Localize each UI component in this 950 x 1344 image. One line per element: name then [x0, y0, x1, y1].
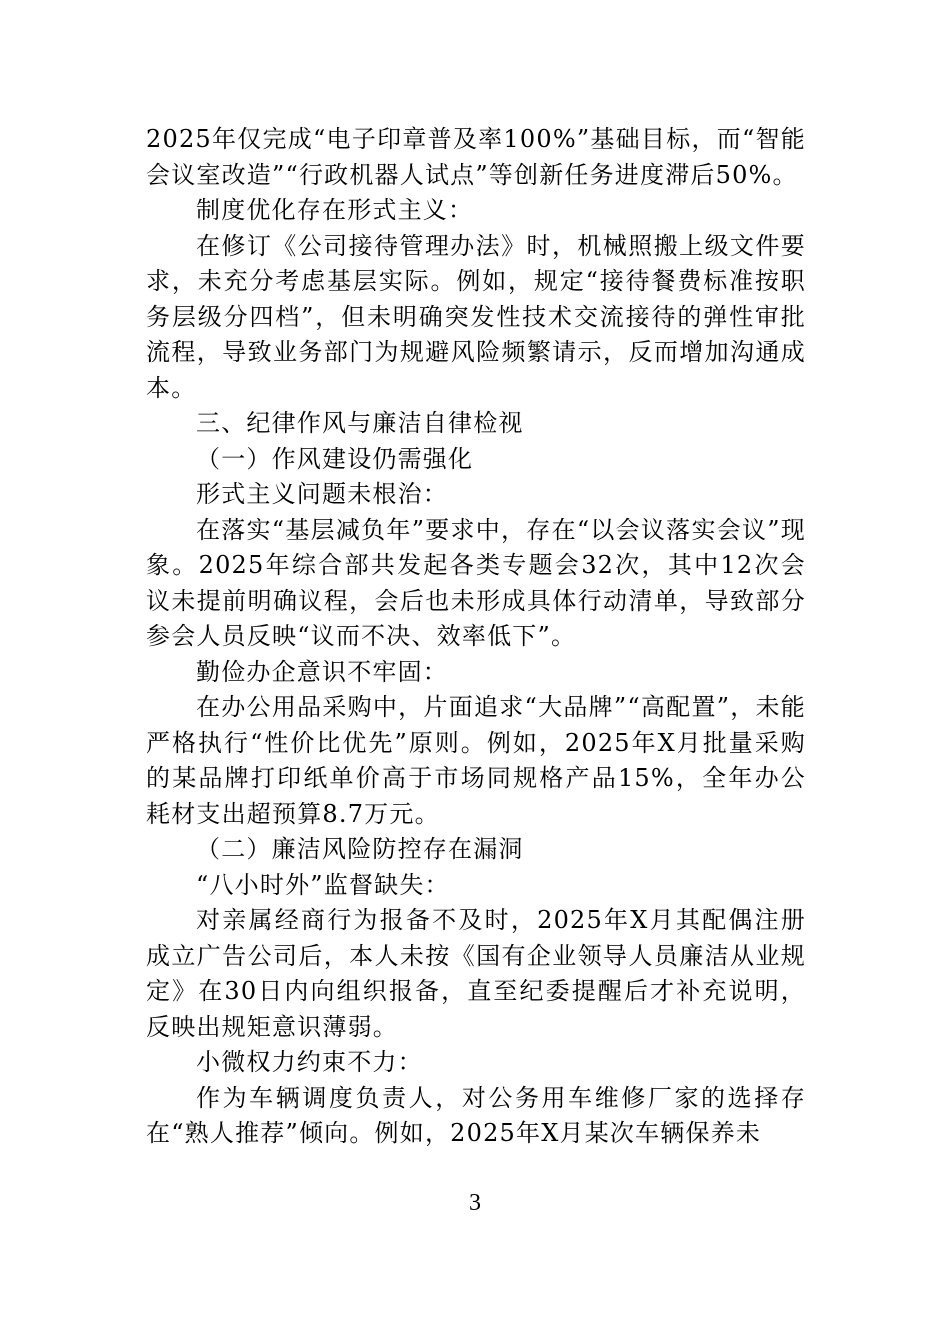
paragraph-meetings: 在落实“基层减负年”要求中，存在“以会议落实会议”现象。2025年综合部共发起各类专题会32次，其中12次会议未提前明确议程，会后也未形成具体行动清单，导致部分参会人员反映“议而不决、效率低下”。: [146, 515, 806, 650]
paragraph-procurement: 在办公用品采购中，片面追求“大品牌”“高配置”，未能严格执行“性价比优先”原则。例如，2025年X月批量采购的某品牌打印纸单价高于市场同规格产品15%，全年办公耗材支出超预算8.7万元。: [146, 693, 806, 828]
paragraph-institution-formalism-title: 制度优化存在形式主义：: [196, 196, 474, 224]
paragraph-thrift-title: 勤俭办企意识不牢固：: [196, 657, 448, 686]
paragraph-continued-progress: 2025年仅完成“电子印章普及率100%”基础目标，而“智能会议室改造”“行政机器人试点”等创新任务进度滞后50%。: [146, 125, 806, 189]
section-heading-discipline: 三、纪律作风与廉洁自律检视: [196, 409, 524, 437]
document-page: [146, 122, 806, 1152]
paragraph-supervision-title: “八小时外”监督缺失：: [196, 870, 450, 899]
paragraph-micro-power-title: 小微权力约束不力：: [196, 1048, 423, 1076]
paragraph-vehicle-dispatch: 作为车辆调度负责人，对公务用车维修厂家的选择存在“熟人推荐”倾向。例如，2025年X月某次车辆保养未: [146, 1083, 806, 1147]
subsection-heading-work-style: （一）作风建设仍需强化: [196, 444, 474, 473]
paragraph-relatives-business: 对亲属经商行为报备不及时，2025年X月其配偶注册成立广告公司后，本人未按《国有企业领导人员廉洁从业规定》在30日内向组织报备，直至纪委提醒后才补充说明，反映出规矩意识薄弱。: [146, 906, 806, 1041]
page-number: 3: [469, 1190, 481, 1216]
paragraph-reception-policy: 在修订《公司接待管理办法》时，机械照搬上级文件要求，未充分考虑基层实际。例如，规定“接待餐费标准按职务层级分四档”，但未明确突发性技术交流接待的弹性审批流程，导致业务部门为规避风险频繁请示，反而增加沟通成本。: [146, 231, 806, 402]
subsection-heading-integrity-risk: （二）廉洁风险防控存在漏洞: [196, 835, 524, 863]
paragraph-formalism-title: 形式主义问题未根治：: [196, 480, 448, 508]
